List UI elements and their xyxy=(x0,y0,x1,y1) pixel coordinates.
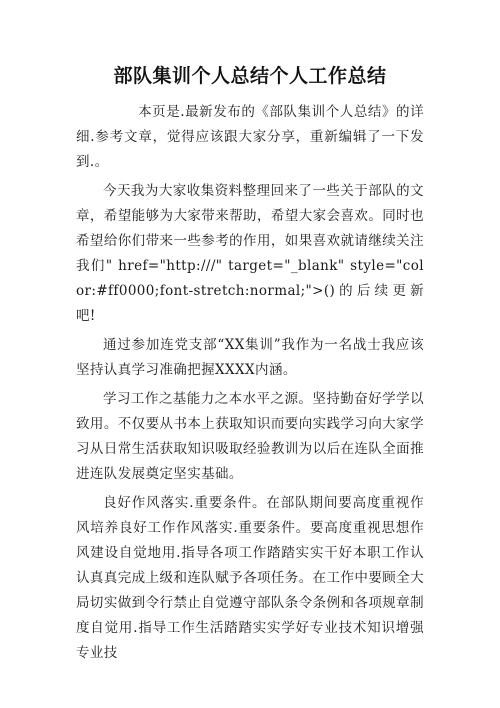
document-title: 部队集训个人总结个人工作总结 xyxy=(113,65,387,87)
paragraph-style: 良好作风落实.重要条件。在部队期间要高度重视作风培养良好工作作风落实.重要条件。要高度重视思想作风建设自觉地用.指导各项工作踏踏实实干好本职工作认认真真完成上级和连队赋予各项任务。在工作中要顾全大局切实做到令行禁止自觉遵守部队条令条例和各项规章制度自觉用.指导工作生活踏踏实实学好专业技术知识增强专业技 xyxy=(76,495,424,661)
paragraph-study: 学习工作之基能力之本水平之源。坚持勤奋好学学以致用。不仅要从书本上获取知识而要向实践学习向大家学习从日常生活获取知识吸取经验教训为以后在连队全面推进连队发展奠定坚实基础。 xyxy=(76,391,424,482)
paragraph-collection: 今天我为大家收集资料整理回来了一些关于部队的文章，希望能够为大家带来帮助，希望大家会喜欢。同时也希望给你们带来一些参考的作用，如果喜欢就请继续关注我们" href="http:///" target="_blank" style="color:#ff0000;font-stretch:normal;">()的后续更新吧! xyxy=(76,183,424,324)
paragraph-training: 通过参加连党支部“XX集训”我作为一名战士我应该坚持认真学习准确把握XXXX内涵。 xyxy=(76,337,424,378)
paragraph-intro: 本页是.最新发布的《部队集训个人总结》的详细.参考文章，觉得应该跟大家分享，重新编辑了一下发到.。 xyxy=(76,104,424,170)
document-body xyxy=(76,100,424,666)
